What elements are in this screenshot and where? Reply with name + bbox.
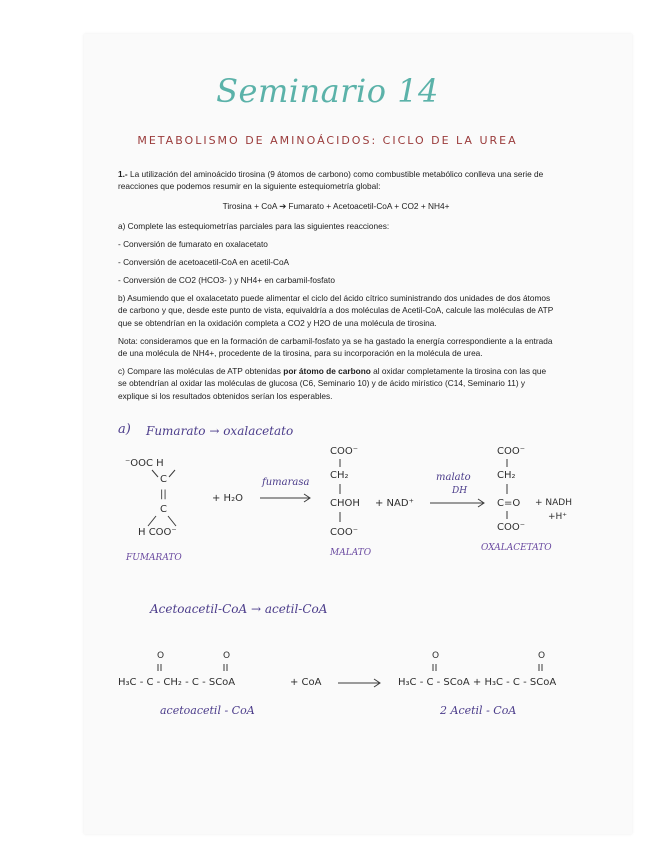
product-o1: O <box>432 651 440 661</box>
part-a-text: a) Complete las estequiometrías parciales para las siguientes reacciones: <box>118 221 390 231</box>
fumarato-bond-right <box>169 470 175 477</box>
acetoacetyl-dbl-2 <box>224 664 227 671</box>
problem-number: 1.- <box>118 169 128 179</box>
fumarato-c2: C <box>160 504 167 515</box>
problem-intro-text: La utilización del aminoácido tirosina (9 átomos de carbono) como combustible metabólico conlleva una serie de reacciones que podemos resumir en la siguiente estequiometría global: <box>118 169 544 192</box>
part-c-bold: por átomo de carbono <box>283 366 371 376</box>
product-o2: O <box>538 651 546 661</box>
fumarato-bond-bottom-right <box>168 516 176 526</box>
malato-l3: CHOH <box>330 498 360 509</box>
part-c-post: al oxidar completamente la tirosina con las que se obtendrían al oxidar las moléculas de glucosa (C6, Seminario 10) y de ácido mirístico (C14, Seminario 11) y explique si los resultados obtenidos serían los esperables. <box>118 366 547 401</box>
page-subtitle: METABOLISMO DE AMINOÁCIDOS: CICLO DE LA UREA <box>137 134 518 147</box>
acetoacetyl-name: acetoacetil - CoA <box>160 704 255 717</box>
acetoacetyl-dbl-1 <box>158 664 161 671</box>
fumarato-bond-left <box>152 470 158 477</box>
reaction-arrows <box>260 494 484 687</box>
fumarato-name: FUMARATO <box>126 553 182 563</box>
plus-h: +H⁺ <box>548 512 568 522</box>
arrow-reaction2 <box>338 679 380 687</box>
product-dbl-1 <box>433 664 436 671</box>
product-dbl-2 <box>539 664 542 671</box>
answer-label-a: a) <box>118 422 131 437</box>
arrow-malato-dh <box>430 499 484 507</box>
acetoacetyl-o1: O <box>157 651 165 661</box>
malato-l1: COO⁻ <box>330 446 359 457</box>
fumarato-bond-bottom-left <box>148 516 156 526</box>
page-title: Seminario 14 <box>216 72 439 110</box>
plus-coa: + CoA <box>290 677 322 688</box>
malato-name: MALATO <box>330 548 372 558</box>
global-equation: Tirosina + CoA ➔ Fumarato + Acetoacetil-CoA + CO2 + NH4+ <box>222 201 450 211</box>
enzyme-dh: DH <box>452 486 468 496</box>
arrow-fumarasa <box>260 494 310 502</box>
bullet-1: - Conversión de fumarato en oxalacetato <box>118 239 268 249</box>
bond-lines <box>148 459 542 671</box>
bullet-2: - Conversión de acetoacetil-CoA en acetil-CoA <box>118 257 290 267</box>
note-text: Nota: consideramos que en la formación de carbamil-fosfato ya se ha gastado la energía correspondiente a la entrada de una molécula de NH4+, procedente de la tirosina, para su incorporación en la molécula de urea. <box>118 336 553 359</box>
acetoacetyl-formula: H₃C - C - CH₂ - C - SCoA <box>118 677 236 688</box>
malato-l4: COO⁻ <box>330 527 359 538</box>
oxal-l4: COO⁻ <box>497 522 526 533</box>
fumarato-top: ⁻OOC H <box>125 458 164 469</box>
enzyme-malato-dh: malato <box>436 472 471 483</box>
oxal-name: OXALACETATO <box>481 543 552 553</box>
fumarato-c1: C <box>160 474 167 485</box>
part-b-text: b) Asumiendo que el oxalacetato puede alimentar el ciclo del ácido cítrico suministrando dos unidades de dos átomos de carbono y que, desde este punto de vista, equivaldría a dos moléculas de Acetil-CoA, calcule las moléculas de ATP que se obtendrían en la oxidación completa a CO2 y H2O de una molécula de tirosina. <box>118 293 554 328</box>
reaction1-title: Fumarato → oxalacetato <box>146 424 294 438</box>
plus-h2o: + H₂O <box>212 493 243 504</box>
reaction2-title: Acetoacetil-CoA → acetil-CoA <box>150 602 328 616</box>
products-name: 2 Acetil - CoA <box>440 704 517 717</box>
acetoacetyl-o2: O <box>223 651 231 661</box>
products-formula: H₃C - C - SCoA + H₃C - C - SCoA <box>398 677 557 688</box>
plus-nadh: + NADH <box>535 498 572 508</box>
enzyme-fumarasa: fumarasa <box>262 477 310 488</box>
oxal-l3: C=O <box>497 498 521 509</box>
fumarato-bottom: H COO⁻ <box>138 527 177 538</box>
oxal-l1: COO⁻ <box>497 446 526 457</box>
bullet-3: - Conversión de CO2 (HCO3- ) y NH4+ en carbamil-fosfato <box>118 275 335 285</box>
oxal-l2: CH₂ <box>497 470 516 481</box>
part-c-pre: c) Compare las moléculas de ATP obtenidas <box>118 366 284 376</box>
plus-nad: + NAD⁺ <box>375 498 414 509</box>
fumarato-double-bond: || <box>160 489 167 500</box>
malato-l2: CH₂ <box>330 470 349 481</box>
